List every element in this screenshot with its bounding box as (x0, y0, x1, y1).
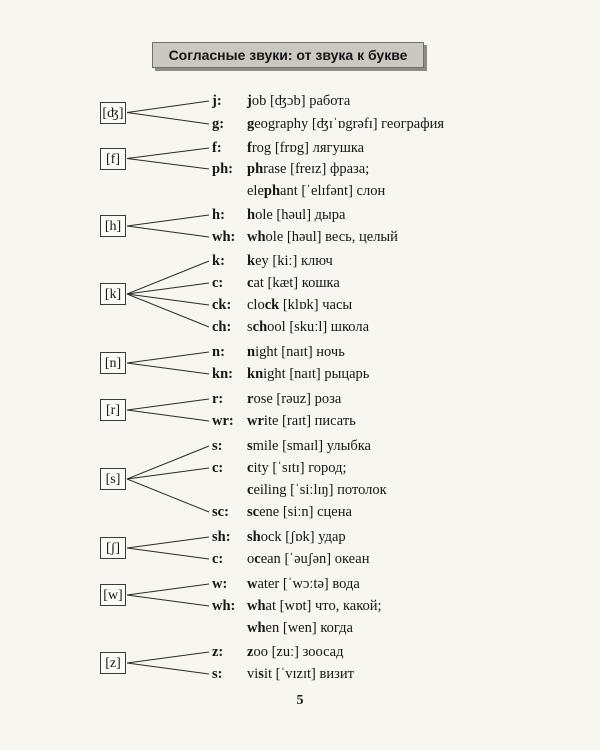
word-suffix: en (265, 620, 280, 636)
spelling-letter: sc: (212, 504, 229, 520)
transcription: [həul] (286, 229, 322, 245)
word-suffix: at (253, 275, 264, 291)
word-suffix: ity (253, 460, 269, 476)
spelling-letter: z: (212, 644, 224, 660)
word-suffix: ight (255, 344, 278, 360)
sound-box: [r] (100, 399, 126, 421)
word-highlight: ph (263, 183, 281, 199)
spelling-letter: k: (212, 253, 225, 269)
spelling-letter: h: (212, 207, 225, 223)
translation: улыбка (326, 438, 371, 454)
word-highlight: n (247, 344, 256, 360)
spelling-letter: wh: (212, 598, 236, 614)
word-suffix: eiling (253, 482, 287, 498)
transcription: [raɪt] (282, 413, 312, 429)
transcription: [həul] (276, 207, 312, 223)
example-word-row (247, 642, 344, 662)
translation: визит (319, 666, 354, 682)
word-highlight: h (247, 207, 256, 223)
translation: ключ (300, 253, 333, 269)
spelling-letter: ch: (212, 319, 232, 335)
spelling-letter: wh: (212, 229, 236, 245)
spelling-letter: c: (212, 551, 224, 567)
word-suffix: ean (260, 551, 281, 567)
transcription: [zuː] (271, 644, 299, 660)
word-highlight: wh (247, 229, 266, 245)
word-suffix: ey (255, 253, 269, 269)
word-highlight: sh (247, 529, 261, 545)
page-title: Согласные звуки: от звука к букве (152, 42, 424, 68)
word-suffix: ole (265, 229, 284, 245)
transcription: [ˈsiːlɪŋ] (290, 482, 334, 498)
word-highlight: w (247, 576, 258, 592)
sound-box: [ʤ] (100, 102, 126, 124)
translation: весь, целый (325, 229, 398, 245)
word-highlight: wh (247, 598, 266, 614)
transcription: [wen] (282, 620, 317, 636)
transcription: [rəuz] (276, 391, 312, 407)
word-highlight: wr (247, 413, 264, 429)
translation: потолок (337, 482, 387, 498)
word-highlight: ck (264, 297, 280, 313)
word-highlight: r (247, 391, 254, 407)
word-suffix: rog (251, 140, 272, 156)
spelling-letter: kn: (212, 366, 233, 382)
sound-box: [f] (100, 148, 126, 170)
transcription: [ʃɒk] (285, 529, 315, 545)
word-highlight: c (247, 482, 254, 498)
word-highlight: k (247, 253, 256, 269)
example-word-row (247, 664, 354, 684)
sound-box: [k] (100, 283, 126, 305)
word-suffix: ite (263, 413, 279, 429)
word-highlight: c (247, 275, 254, 291)
transcription: [frɒg] (274, 140, 309, 156)
sound-box: [ʃ] (100, 537, 126, 559)
transcription: [naɪt] (281, 344, 313, 360)
spelling-letter: wr: (212, 413, 234, 429)
spelling-letter: c: (212, 275, 224, 291)
word-highlight: c (247, 460, 254, 476)
sound-box: [z] (100, 652, 126, 674)
word-suffix: ight (263, 366, 286, 382)
word-suffix: oo (253, 644, 268, 660)
page-number: 5 (296, 693, 304, 708)
word-prefix: s (247, 319, 253, 335)
word-highlight: f (247, 140, 252, 156)
word-suffix: ose (253, 391, 273, 407)
transcription: [ʤɪˈɒgrəfɪ] (311, 116, 378, 132)
spelling-letter: ph: (212, 161, 233, 177)
translation: слон (356, 183, 386, 199)
transcription: [ˈwɔːtə] (282, 576, 329, 592)
word-prefix: ele (247, 183, 264, 199)
transcription: [freɪz] (290, 161, 327, 177)
word-suffix: ant (280, 183, 298, 199)
translation: дыра (314, 207, 346, 223)
word-highlight: kn (247, 366, 264, 382)
word-suffix: rase (263, 161, 287, 177)
word-suffix: it (263, 666, 272, 682)
spelling-letter: f: (212, 140, 222, 156)
word-highlight: s (258, 666, 264, 682)
transcription: [wɒt] (279, 598, 312, 614)
transcription: [ˈəuʃən] (284, 551, 332, 567)
word-highlight: j (247, 93, 252, 109)
transcription: [kæt] (267, 275, 299, 291)
translation: удар (318, 529, 346, 545)
word-suffix: ater (257, 576, 280, 592)
spelling-letter: sh: (212, 529, 231, 545)
word-suffix: eography (254, 116, 309, 132)
spelling-letter: w: (212, 576, 228, 592)
sound-box: [h] (100, 215, 126, 237)
translation: рыцарь (324, 366, 370, 382)
spelling-letter: g: (212, 116, 225, 132)
word-prefix: clo (247, 297, 265, 313)
sound-box: [w] (100, 584, 126, 606)
translation: часы (322, 297, 353, 313)
transcription: [siːn] (282, 504, 314, 520)
spelling-letter: ck: (212, 297, 232, 313)
word-highlight: s (247, 438, 253, 454)
translation: лягушка (312, 140, 365, 156)
translation: вода (332, 576, 360, 592)
translation: что, какой; (315, 598, 382, 614)
translation: океан (334, 551, 370, 567)
transcription: [ˈsɪtɪ] (272, 460, 305, 476)
connector-line (127, 663, 209, 674)
translation: школа (330, 319, 370, 335)
spelling-letter: r: (212, 391, 224, 407)
transcription: [ˈelɪfənt] (301, 183, 353, 199)
word-prefix: vi (247, 666, 259, 682)
transcription: [kiː] (272, 253, 298, 269)
word-prefix: o (247, 551, 255, 567)
word-suffix: ole (255, 207, 273, 223)
word-suffix: ene (259, 504, 280, 520)
translation: город; (308, 460, 347, 476)
transcription: [skuːl] (289, 319, 328, 335)
transcription: [smaɪl] (282, 438, 324, 454)
spelling-letter: n: (212, 344, 225, 360)
spelling-letter: j: (212, 93, 222, 109)
word-highlight: ph (247, 161, 264, 177)
translation: фраза; (329, 161, 370, 177)
translation: роза (314, 391, 342, 407)
word-suffix: ock (260, 529, 282, 545)
transcription: [ˈvɪzɪt] (275, 666, 316, 682)
translation: зоосад (302, 644, 344, 660)
transcription: [ʤɔb] (269, 93, 306, 109)
sound-box: [n] (100, 352, 126, 374)
translation: кошка (301, 275, 340, 291)
word-highlight: g (247, 116, 255, 132)
transcription: [klɒk] (282, 297, 319, 313)
word-suffix: ob (251, 93, 267, 109)
connector-line (127, 652, 209, 663)
spelling-letter: s: (212, 666, 223, 682)
word-highlight: c (254, 551, 261, 567)
word-suffix: ool (267, 319, 286, 335)
word-highlight: sc (247, 504, 260, 520)
word-suffix: mile (252, 438, 279, 454)
transcription: [naɪt] (289, 366, 321, 382)
word-highlight: wh (247, 620, 266, 636)
translation: работа (309, 93, 351, 109)
word-highlight: z (247, 644, 254, 660)
translation: сцена (317, 504, 352, 520)
word-highlight: ch (252, 319, 268, 335)
translation: писать (314, 413, 356, 429)
spelling-letter: c: (212, 460, 224, 476)
translation: ночь (316, 344, 345, 360)
translation: география (381, 116, 445, 132)
word-suffix: at (265, 598, 277, 614)
translation: когда (320, 620, 353, 636)
sound-box: [s] (100, 468, 126, 490)
spelling-letter: s: (212, 438, 223, 454)
